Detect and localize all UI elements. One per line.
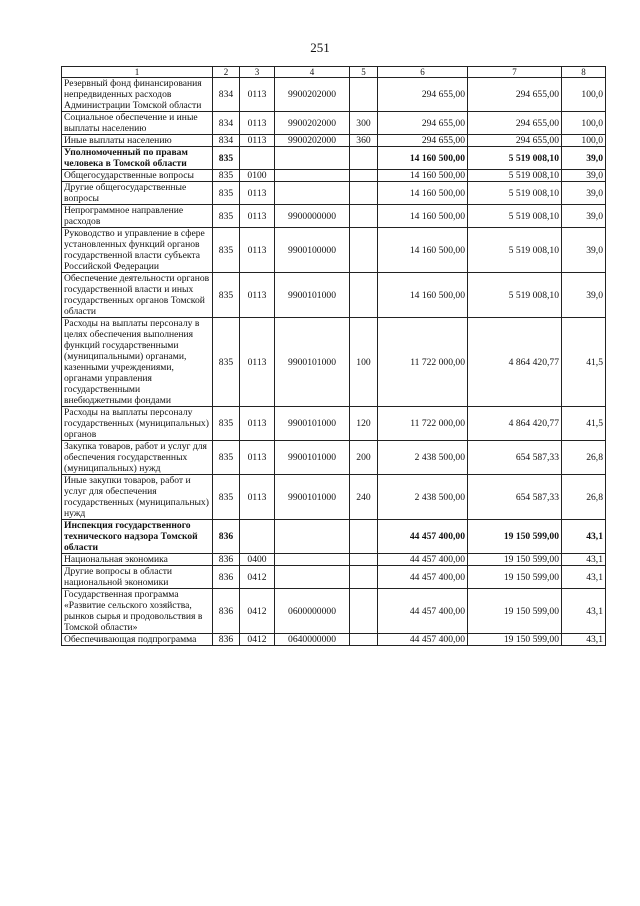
section-code: 0113 [240,441,275,475]
section-code: 0100 [240,170,275,182]
table-row [62,520,606,554]
target-article-code: 9900000000 [275,205,350,228]
expense-type-code [350,273,378,318]
table-row [62,554,606,566]
row-name: Инспекция государственного технического надзора Томской области [62,520,213,554]
execution-percent: 26,8 [562,441,606,475]
execution-percent: 39,0 [562,182,606,205]
table-row [62,78,606,112]
planned-amount: 44 457 400,00 [378,589,468,634]
executed-amount: 654 587,33 [468,441,562,475]
row-name: Иные выплаты населению [62,135,213,147]
execution-percent: 41,5 [562,318,606,407]
executed-amount: 4 864 420,77 [468,318,562,407]
planned-amount: 44 457 400,00 [378,554,468,566]
table-row [62,147,606,170]
execution-percent: 43,1 [562,554,606,566]
expense-type-code: 120 [350,407,378,441]
expense-type-code [350,520,378,554]
planned-amount: 11 722 000,00 [378,407,468,441]
table-row [62,634,606,646]
target-article-code [275,182,350,205]
section-code: 0412 [240,566,275,589]
row-name: Иные закупки товаров, работ и услуг для обеспечения государственных (муниципальных) нужд [62,475,213,520]
execution-percent: 39,0 [562,170,606,182]
execution-percent: 39,0 [562,205,606,228]
executed-amount: 19 150 599,00 [468,589,562,634]
section-code: 0412 [240,589,275,634]
row-name: Социальное обеспечение и иные выплаты населению [62,112,213,135]
execution-percent: 26,8 [562,475,606,520]
target-article-code [275,554,350,566]
planned-amount: 11 722 000,00 [378,318,468,407]
section-code [240,520,275,554]
planned-amount: 14 160 500,00 [378,273,468,318]
executed-amount: 5 519 008,10 [468,228,562,273]
target-article-code: 9900101000 [275,407,350,441]
target-article-code: 0640000000 [275,634,350,646]
executed-amount: 19 150 599,00 [468,566,562,589]
department-code: 834 [213,135,240,147]
execution-percent: 39,0 [562,147,606,170]
expense-type-code: 360 [350,135,378,147]
department-code: 836 [213,589,240,634]
section-code: 0113 [240,273,275,318]
row-name: Руководство и управление в сфере установленных функций органов государственной власти субъекта Российской Федерации [62,228,213,273]
row-name: Другие общегосударственные вопросы [62,182,213,205]
department-code: 836 [213,554,240,566]
planned-amount: 14 160 500,00 [378,147,468,170]
executed-amount: 294 655,00 [468,135,562,147]
target-article-code: 9900101000 [275,273,350,318]
expense-type-code [350,554,378,566]
department-code: 836 [213,520,240,554]
column-number: 8 [562,67,606,78]
planned-amount: 44 457 400,00 [378,520,468,554]
execution-percent: 39,0 [562,273,606,318]
execution-percent: 43,1 [562,589,606,634]
planned-amount: 294 655,00 [378,78,468,112]
target-article-code [275,566,350,589]
expense-type-code: 200 [350,441,378,475]
execution-percent: 39,0 [562,228,606,273]
row-name: Государственная программа «Развитие сельского хозяйства, рынков сырья и продовольствия в Томской области» [62,589,213,634]
executed-amount: 294 655,00 [468,112,562,135]
execution-percent: 43,1 [562,634,606,646]
target-article-code [275,147,350,170]
execution-percent: 41,5 [562,407,606,441]
table-body [62,67,606,646]
executed-amount: 654 587,33 [468,475,562,520]
table-row [62,170,606,182]
column-number: 2 [213,67,240,78]
table-row [62,566,606,589]
target-article-code: 0600000000 [275,589,350,634]
section-code: 0113 [240,78,275,112]
column-number: 7 [468,67,562,78]
expense-type-code: 240 [350,475,378,520]
row-name: Расходы на выплаты персоналу в целях обеспечения выполнения функций государственными (муниципальными) органами, казенными учреждениями, органами управления государственными внебюджетными фондами [62,318,213,407]
table-row [62,205,606,228]
target-article-code: 9900202000 [275,78,350,112]
row-name: Уполномоченный по правам человека в Томской области [62,147,213,170]
target-article-code: 9900202000 [275,112,350,135]
execution-percent: 100,0 [562,135,606,147]
target-article-code [275,520,350,554]
section-code: 0113 [240,475,275,520]
row-name: Национальная экономика [62,554,213,566]
section-code: 0113 [240,407,275,441]
section-code: 0400 [240,554,275,566]
execution-percent: 43,1 [562,566,606,589]
target-article-code: 9900101000 [275,441,350,475]
table-row [62,318,606,407]
section-code: 0113 [240,228,275,273]
row-name: Закупка товаров, работ и услуг для обеспечения государственных (муниципальных) нужд [62,441,213,475]
table-row [62,441,606,475]
executed-amount: 5 519 008,10 [468,170,562,182]
target-article-code: 9900100000 [275,228,350,273]
column-number: 1 [62,67,213,78]
row-name: Обеспечивающая подпрограмма [62,634,213,646]
expense-type-code [350,566,378,589]
expense-type-code: 300 [350,112,378,135]
executed-amount: 5 519 008,10 [468,205,562,228]
section-code: 0113 [240,135,275,147]
expense-type-code: 100 [350,318,378,407]
department-code: 835 [213,205,240,228]
column-number: 3 [240,67,275,78]
expense-type-code [350,182,378,205]
target-article-code: 9900202000 [275,135,350,147]
column-number: 6 [378,67,468,78]
expense-type-code [350,228,378,273]
execution-percent: 100,0 [562,112,606,135]
planned-amount: 294 655,00 [378,112,468,135]
column-number: 5 [350,67,378,78]
planned-amount: 44 457 400,00 [378,566,468,589]
executed-amount: 5 519 008,10 [468,182,562,205]
expense-type-code [350,634,378,646]
table-row [62,589,606,634]
planned-amount: 14 160 500,00 [378,182,468,205]
execution-percent: 43,1 [562,520,606,554]
department-code: 834 [213,78,240,112]
expense-type-code [350,78,378,112]
executed-amount: 5 519 008,10 [468,273,562,318]
department-code: 835 [213,407,240,441]
target-article-code: 9900101000 [275,318,350,407]
executed-amount: 19 150 599,00 [468,520,562,554]
department-code: 836 [213,566,240,589]
department-code: 834 [213,112,240,135]
executed-amount: 294 655,00 [468,78,562,112]
row-name: Непрограммное направление расходов [62,205,213,228]
section-code: 0412 [240,634,275,646]
planned-amount: 2 438 500,00 [378,475,468,520]
planned-amount: 14 160 500,00 [378,170,468,182]
expense-type-code [350,589,378,634]
row-name: Расходы на выплаты персоналу государственных (муниципальных) органов [62,407,213,441]
row-name: Общегосударственные вопросы [62,170,213,182]
table-row [62,273,606,318]
table-row [62,182,606,205]
executed-amount: 4 864 420,77 [468,407,562,441]
department-code: 835 [213,273,240,318]
planned-amount: 44 457 400,00 [378,634,468,646]
target-article-code [275,170,350,182]
section-code [240,147,275,170]
expense-type-code [350,147,378,170]
department-code: 835 [213,182,240,205]
executed-amount: 19 150 599,00 [468,554,562,566]
table-row [62,135,606,147]
section-code: 0113 [240,112,275,135]
planned-amount: 14 160 500,00 [378,205,468,228]
execution-percent: 100,0 [562,78,606,112]
page-number: 251 [310,40,330,55]
department-code: 835 [213,228,240,273]
row-name: Другие вопросы в области национальной экономики [62,566,213,589]
section-code: 0113 [240,318,275,407]
planned-amount: 294 655,00 [378,135,468,147]
row-name: Резервный фонд финансирования непредвиденных расходов Администрации Томской области [62,78,213,112]
table-row [62,112,606,135]
planned-amount: 14 160 500,00 [378,228,468,273]
column-number: 4 [275,67,350,78]
executed-amount: 5 519 008,10 [468,147,562,170]
target-article-code: 9900101000 [275,475,350,520]
planned-amount: 2 438 500,00 [378,441,468,475]
expense-type-code [350,170,378,182]
row-name: Обеспечение деятельности органов государственной власти и иных государственных органов Томской области [62,273,213,318]
department-code: 835 [213,475,240,520]
budget-table [61,66,606,646]
column-number-row [62,67,606,78]
department-code: 835 [213,170,240,182]
table-row [62,228,606,273]
section-code: 0113 [240,205,275,228]
table-row [62,475,606,520]
department-code: 835 [213,441,240,475]
expense-type-code [350,205,378,228]
department-code: 835 [213,147,240,170]
executed-amount: 19 150 599,00 [468,634,562,646]
department-code: 835 [213,318,240,407]
table-row [62,407,606,441]
section-code: 0113 [240,182,275,205]
department-code: 836 [213,634,240,646]
